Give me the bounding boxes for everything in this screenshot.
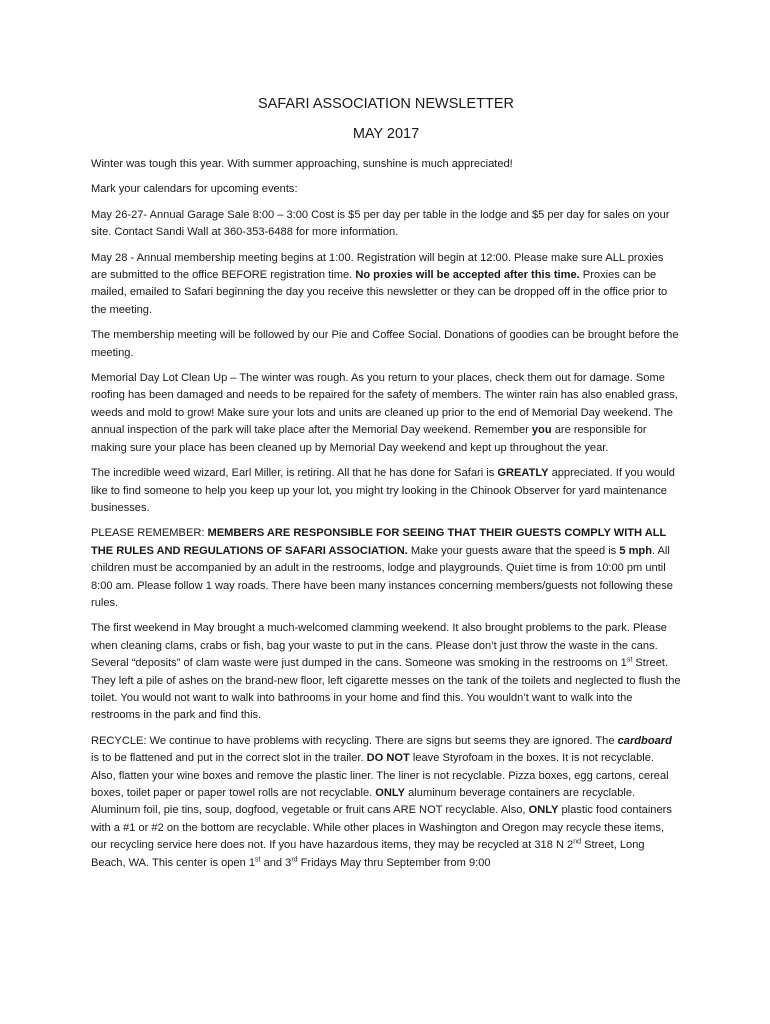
- paragraph-membership-meeting: May 28 - Annual membership meeting begins at 1:00. Registration will begin at 12:00. Please make sure ALL proxies are submitted to the office BEFORE registration time. No proxies will be accepted after this time. Proxies can be mailed, emailed to Safari beginning the day you receive this newsletter or they can be dropped off in the office prior to the meeting.: [91, 251, 668, 316]
- paragraph-please-remember: PLEASE REMEMBER: MEMBERS ARE RESPONSIBLE FOR SEEING THAT THEIR GUESTS COMPLY WITH ALL THE RULES AND REGULATIONS OF SAFARI ASSOCIATION. Make your guests aware that the speed is 5 mph. All children must be accompanied by an adult in the restrooms, lodge and playgrounds. Quiet time is from 10:00 pm until 8:00 am. Please follow 1 way roads. There have been many instances concerning members/guests not following these rules.: [91, 527, 673, 609]
- paragraph-clamming: The first weekend in May brought a much-welcomed clamming weekend. It also brought problems to the park. Please when cleaning clams, crabs or fish, bag your waste to put in the cans. Please don’t just throw the waste in the cans. Several “deposits” of clam waste were just dumped in the cans. Someone was smoking in the restrooms on 1st Street. They left a pile of ashes on the brand-new floor, left cigarette messes on the tank of the toilets and neglected to flush the toilet. You would not want to walk into bathrooms in your home and find this. You wouldn’t want to walk into the restrooms in the park and find this.: [91, 622, 681, 722]
- paragraph-recycle: RECYCLE: We continue to have problems with recycling. There are signs but seems they are ignored. The cardboard is to be flattened and put in the correct slot in the trailer. DO NOT leave Styrofoam in the boxes. It is not recyclable. Also, flatten your wine boxes and remove the plastic liner. The liner is not recyclable. Pizza boxes, egg cartons, cereal boxes, toilet paper or paper towel rolls are not recyclable. ONLY aluminum beverage containers are recyclable. Aluminum foil, pie tins, soup, dogfood, vegetable or fruit cans ARE NOT recyclable. Also, ONLY plastic food containers with a #1 or #2 on the bottom are recyclable. While other places in Washington and Oregon may recycle these items, our recycling service here does not. If you have hazardous items, they may be recycled at 318 N 2nd Street, Long Beach, WA. This center is open 1st and 3rd Fridays May thru September from 9:00: [91, 734, 672, 869]
- paragraph-mark-calendars: Mark your calendars for upcoming events:: [91, 183, 298, 196]
- paragraph-pie-social: The membership meeting will be followed by our Pie and Coffee Social. Donations of goodies can be brought before the meeting.: [91, 329, 679, 359]
- paragraph-winter: Winter was tough this year. With summer approaching, sunshine is much appreciated!: [91, 158, 513, 170]
- paragraph-weed-wizard: The incredible weed wizard, Earl Miller, is retiring. All that he has done for Safari is GREATLY appreciated. If you would like to find someone to help you keep up your lot, you might try looking in the Chinook Observer for yard maintenance businesses.: [91, 467, 675, 514]
- newsletter-title: SAFARI ASSOCIATION NEWSLETTER: [258, 96, 514, 112]
- paragraph-garage-sale: May 26-27- Annual Garage Sale 8:00 – 3:00 Cost is $5 per day per table in the lodge and $5 per day for sales on your site. Contact Sandi Wall at 360-353-6488 for more information.: [91, 208, 670, 239]
- paragraph-lot-cleanup: Memorial Day Lot Clean Up – The winter was rough. As you return to your places, check them out for damage. Some roofing has been damaged and needs to be repaired for the safety of members. The winter rain has also enabled grass, weeds and mold to grow! Make sure your lots and units are cleaned up prior to the end of Memorial Day weekend. The annual inspection of the park will take place after the Memorial Day weekend. Remember you are responsible for making sure your place has been cleaned up by Memorial Day weekend and kept up throughout the year.: [91, 372, 678, 454]
- newsletter-date: MAY 2017: [352, 126, 420, 142]
